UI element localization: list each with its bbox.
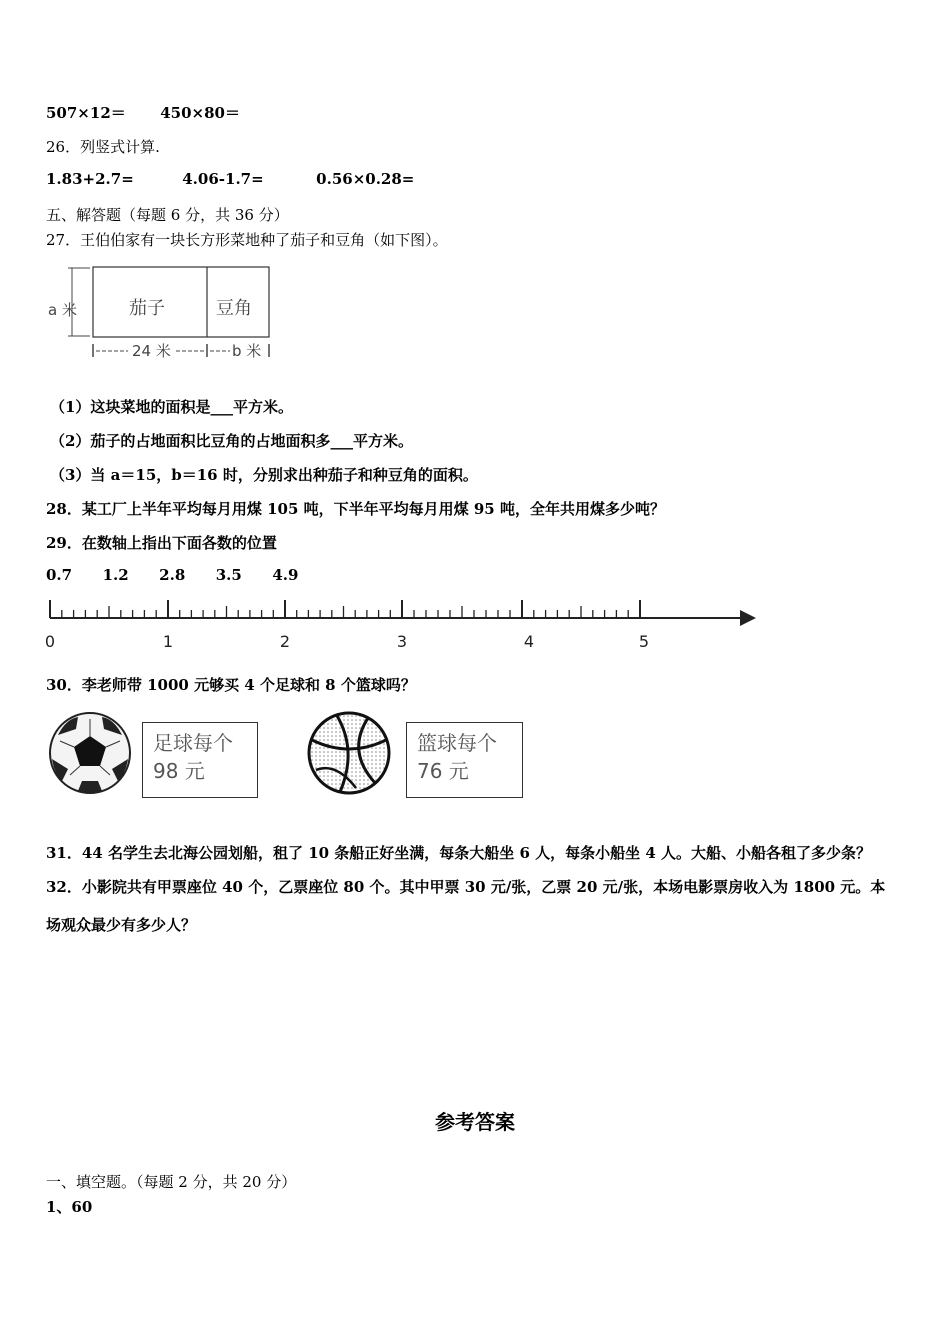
number-item: 1.2 bbox=[102, 566, 129, 584]
football-icon bbox=[48, 711, 132, 795]
calc-row-1 bbox=[46, 102, 240, 123]
calc-item: 1.83+2.7= bbox=[46, 170, 134, 188]
question-27-sub3: （3）当 a＝15，b＝16 时，分别求出种茄子和种豆角的面积。 bbox=[50, 466, 478, 484]
basketball-price-label: 篮球每个 bbox=[417, 731, 497, 755]
question-28: 28．某工厂上半年平均每月用煤 105 吨，下半年平均每月用煤 95 吨，全年共用煤多少吨？ bbox=[46, 500, 665, 518]
axis-label: 0 bbox=[44, 632, 56, 651]
calc-row-2 bbox=[46, 170, 414, 188]
axis-label: 4 bbox=[523, 632, 535, 651]
field-diagram bbox=[44, 262, 284, 362]
calc-item: 507×12＝ bbox=[46, 104, 126, 122]
football-price-value: 98 元 bbox=[153, 759, 205, 783]
number-item: 3.5 bbox=[215, 566, 242, 584]
football-price-label: 足球每个 bbox=[153, 731, 233, 755]
label-24m: 24 米 bbox=[132, 342, 171, 360]
basketball-icon bbox=[306, 710, 392, 796]
basketball-price-box bbox=[406, 722, 523, 798]
number-line bbox=[40, 596, 770, 656]
calc-item: 450×80＝ bbox=[160, 104, 240, 122]
answer-key-title: 参考答案 bbox=[435, 1110, 515, 1134]
beans-label: 豆角 bbox=[216, 298, 252, 319]
question-29: 29．在数轴上指出下面各数的位置 bbox=[46, 534, 277, 552]
axis-label: 1 bbox=[162, 632, 174, 651]
answer-1: 1、60 bbox=[46, 1198, 93, 1216]
section-5-heading: 五、解答题（每题 6 分，共 36 分） bbox=[46, 206, 289, 224]
eggplant-label: 茄子 bbox=[129, 298, 165, 319]
question-26: 26．列竖式计算. bbox=[46, 138, 160, 156]
question-27: 27．王伯伯家有一块长方形菜地种了茄子和豆角（如下图）。 bbox=[46, 231, 448, 249]
calc-item: 4.06-1.7= bbox=[182, 170, 264, 188]
label-bm: b 米 bbox=[232, 342, 262, 360]
axis-label: 2 bbox=[279, 632, 291, 651]
question-31: 31．44 名学生去北海公园划船，租了 10 条船正好坐满，每条大船坐 6 人，每条小船坐 4 人。大船、小船各租了多少条？ bbox=[46, 844, 872, 862]
axis-label: 5 bbox=[638, 632, 650, 651]
number-item: 0.7 bbox=[46, 566, 73, 584]
basketball-price-value: 76 元 bbox=[417, 759, 469, 783]
question-32-line-2: 场观众最少有多少人？ bbox=[46, 916, 197, 934]
question-32-line-1: 32．小影院共有甲票座位 40 个，乙票座位 80 个。其中甲票 30 元/张，乙票 20 元/张，本场电影票房收入为 1800 元。本 bbox=[46, 878, 886, 896]
axis-arrow-icon bbox=[740, 610, 756, 626]
label-a: a 米 bbox=[48, 301, 77, 319]
number-item: 4.9 bbox=[272, 566, 299, 584]
calc-item: 0.56×0.28= bbox=[316, 170, 415, 188]
football-price-box bbox=[142, 722, 258, 798]
question-27-sub1: （1）这块菜地的面积是___平方米。 bbox=[50, 398, 293, 416]
axis-label: 3 bbox=[396, 632, 408, 651]
question-30: 30．李老师带 1000 元够买 4 个足球和 8 个篮球吗？ bbox=[46, 676, 416, 694]
answers-section-1: 一、填空题。（每题 2 分，共 20 分） bbox=[46, 1173, 297, 1191]
number-item: 2.8 bbox=[159, 566, 186, 584]
question-27-sub2: （2）茄子的占地面积比豆角的占地面积多___平方米。 bbox=[50, 432, 413, 450]
q29-numbers bbox=[46, 566, 298, 584]
